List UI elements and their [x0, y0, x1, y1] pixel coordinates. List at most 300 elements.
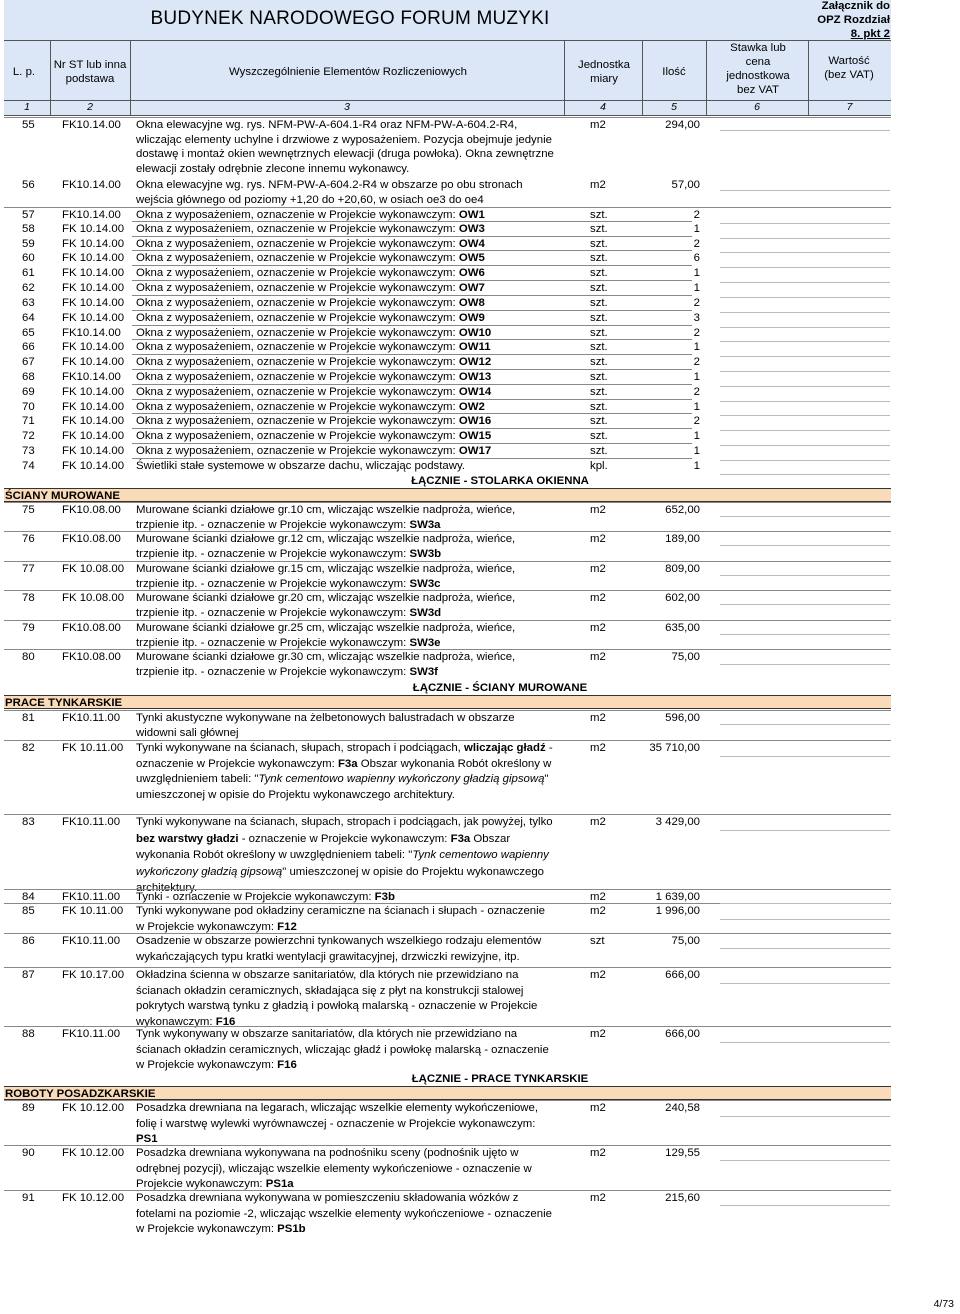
row-unit: szt. — [590, 415, 608, 427]
value-cell-line — [720, 252, 890, 253]
text-run: " — [544, 773, 549, 786]
text-run: Posadzka drewniana wykonywana w pomieszczeniu składowania wózków z — [136, 1192, 519, 1204]
row-lp: 85 — [22, 905, 35, 917]
text-run: Tynki - oznaczenie w Projekcie wykonawczym: — [136, 891, 375, 903]
text-run: OW11 — [458, 341, 491, 353]
row-description-line — [136, 848, 549, 863]
text-run: OW1 — [458, 209, 485, 221]
row-description-line — [136, 162, 409, 177]
text-run: uwzględnieniem tabeli: " — [136, 773, 259, 786]
row-divider — [4, 933, 891, 934]
row-qty: 75,00 — [671, 935, 700, 947]
row-qty: 2 — [693, 297, 700, 309]
row-code: FK10.11.00 — [62, 816, 121, 828]
row-description-line — [136, 1207, 552, 1222]
row-code: FK 10.12.00 — [62, 1147, 125, 1159]
row-divider — [132, 265, 692, 266]
row-lp: 73 — [22, 445, 35, 457]
row-code: FK10.14.00 — [62, 327, 121, 339]
text-run: OW7 — [458, 282, 485, 294]
section-header: ŚCIANY MUROWANE — [4, 488, 891, 502]
row-unit: m2 — [590, 592, 606, 604]
row-description-line — [136, 340, 491, 355]
text-run: Tynk cementowo wapienny — [412, 849, 549, 862]
row-code: FK 10.14.00 — [62, 460, 125, 472]
text-run: Okna z wyposażeniem, oznaczenie w Projekcie wykonawczym: — [136, 386, 459, 398]
row-qty: 129,55 — [665, 1147, 700, 1159]
row-lp: 87 — [22, 969, 35, 981]
col-number-6: 6 — [754, 101, 760, 113]
text-run: PS1b — [277, 1223, 306, 1236]
row-code: FK10.11.00 — [62, 935, 121, 947]
value-cell-line — [720, 401, 890, 402]
row-code: FK 10.14.00 — [62, 386, 125, 398]
row-unit: szt. — [590, 282, 608, 294]
text-run: Okna z wyposażeniem, oznaczenie w Projekcie wykonawczym: — [136, 312, 459, 324]
row-lp: 88 — [22, 1028, 35, 1040]
row-description-line — [136, 133, 552, 148]
row-lp: 83 — [22, 816, 35, 828]
text-run: Murowane ścianki działowe gr.12 cm, wliczając wszelkie nadproża, wieńce, — [136, 533, 516, 545]
row-unit: szt. — [590, 209, 608, 221]
text-run: Obszar — [470, 832, 511, 845]
text-run: F3a — [337, 757, 358, 770]
row-lp: 78 — [22, 592, 35, 604]
row-qty: 2 — [693, 209, 700, 221]
row-unit: m2 — [590, 622, 606, 634]
text-run: OW15 — [458, 430, 492, 442]
row-description-line — [136, 950, 520, 965]
row-code: FK 10.17.00 — [62, 969, 125, 981]
row-unit: m2 — [590, 712, 606, 724]
row-unit: m2 — [590, 179, 606, 191]
row-qty: 57,00 — [671, 179, 700, 191]
value-cell-line — [720, 664, 890, 665]
value-cell-line — [720, 516, 890, 517]
row-qty: 1 — [693, 460, 700, 472]
row-divider — [4, 590, 891, 591]
text-run: bez warstwy gładzi — [136, 832, 239, 845]
row-description-line — [136, 1191, 518, 1206]
row-divider — [132, 310, 692, 311]
text-run: fotelami na poziomie -2, wliczając wszelkie elementy wykończeniowe - oznaczenie — [136, 1207, 552, 1220]
row-code: FK 10.14.00 — [62, 341, 125, 353]
text-run: w Projekcie wykonawczym: — [136, 1223, 278, 1236]
row-divider — [132, 295, 692, 296]
value-cell-line — [720, 415, 890, 416]
text-run: SW3b — [409, 547, 442, 560]
row-code: FK 10.08.00 — [62, 563, 125, 575]
row-divider — [132, 221, 692, 222]
text-run: OW5 — [458, 252, 485, 264]
row-divider — [132, 413, 692, 414]
text-run: w Projekcie wykonawczym: — [136, 1059, 278, 1072]
row-divider — [132, 369, 692, 370]
row-lp: 58 — [22, 223, 35, 235]
row-lp: 79 — [22, 622, 35, 634]
text-run: Okna z wyposażeniem, oznaczenie w Projekcie wykonawczym: — [136, 327, 459, 339]
col-code-header: Nr ST lub inna podstawa — [53, 58, 127, 85]
row-code: FK 10.14.00 — [62, 297, 125, 309]
row-qty: 189,00 — [665, 533, 700, 545]
row-divider — [4, 889, 891, 890]
row-description-line — [136, 118, 517, 133]
col-lp-header: L. p. — [12, 65, 36, 78]
text-run: wykonania Robót określony w uwzględnieniem tabeli: " — [136, 849, 413, 862]
row-description-line — [136, 757, 551, 772]
value-cell-line — [720, 1160, 890, 1161]
row-code: FK 10.11.00 — [62, 905, 124, 917]
row-unit: m2 — [590, 119, 606, 131]
row-description-line — [136, 920, 297, 935]
text-run: Tynki akustyczne wykonywane na żelbetonowych balustradach w obszarze — [136, 712, 515, 724]
row-qty: 666,00 — [665, 969, 700, 981]
row-unit: szt. — [590, 401, 608, 413]
text-run: Okna z wyposażeniem, oznaczenie w Projekcie wykonawczym: — [136, 341, 459, 353]
row-lp: 72 — [22, 430, 35, 442]
document-title: BUDYNEK NARODOWEGO FORUM MUZYKI — [150, 8, 550, 29]
attachment-note: Załącznik do OPZ Rozdział 8. pkt 2 — [817, 0, 890, 40]
row-code: FK 10.12.00 — [62, 1192, 125, 1204]
text-run: F16 — [215, 1015, 236, 1028]
row-code: FK 10.14.00 — [62, 223, 125, 235]
value-cell-line — [720, 130, 890, 131]
row-divider — [4, 502, 891, 503]
row-qty: 1 — [693, 267, 700, 279]
value-cell-line — [720, 238, 890, 239]
text-run: OW10 — [458, 327, 492, 339]
row-unit: szt. — [590, 327, 608, 339]
text-run: Okładzina ścienna w obszarze sanitariatów, dla których nie przewidziano na — [136, 969, 519, 981]
row-divider — [4, 1100, 891, 1101]
row-divider — [4, 649, 891, 650]
col-number-2: 2 — [87, 101, 93, 113]
row-description-line — [136, 355, 491, 370]
value-cell-line — [720, 756, 890, 757]
row-description-line — [136, 178, 523, 193]
row-description-line — [136, 772, 548, 787]
row-lp: 65 — [22, 327, 35, 339]
text-run: trzpienie itp. - oznaczenie w Projekcie wykonawczym: — [136, 636, 410, 649]
text-run: widowni sali głównej — [136, 726, 239, 739]
row-lp: 66 — [22, 341, 35, 353]
row-lp: 64 — [22, 312, 35, 324]
row-unit: m2 — [590, 563, 606, 575]
row-code: FK 10.14.00 — [62, 356, 125, 368]
text-run: SW3a — [409, 518, 441, 531]
row-lp: 90 — [22, 1147, 35, 1159]
text-run: Okna z wyposażeniem, oznaczenie w Projekcie wykonawczym: — [136, 267, 459, 279]
text-run: Okna z wyposażeniem, oznaczenie w Projekcie wykonawczym: — [136, 415, 459, 427]
text-run: oznaczenie w Projekcie wykonawczym: — [136, 757, 338, 770]
text-run: Okna z wyposażeniem, oznaczenie w Projekcie wykonawczym: — [136, 209, 459, 221]
col-number-4: 4 — [600, 101, 606, 113]
value-cell-line — [720, 948, 890, 949]
row-description-line — [136, 459, 465, 474]
col-number-7: 7 — [846, 101, 853, 113]
row-code: FK 10.14.00 — [62, 415, 125, 427]
row-code: FK 10.12.00 — [62, 1102, 125, 1114]
row-unit: szt. — [590, 430, 608, 442]
value-cell-line — [720, 445, 890, 446]
row-code: FK 10.14.00 — [62, 252, 125, 264]
row-lp: 60 — [22, 252, 35, 264]
row-description-line — [136, 815, 553, 830]
row-divider — [132, 236, 692, 237]
row-description-line — [136, 251, 485, 266]
row-divider — [4, 117, 891, 118]
text-run: - oznaczenie w Projekcie wykonawczym: — [238, 832, 451, 845]
row-unit: m2 — [590, 816, 606, 828]
text-run: OW2 — [458, 401, 485, 413]
text-run: folię i warstwę wylewki wyrównawczej - oznaczenie w Projekcie wykonawczym: — [136, 1117, 536, 1130]
text-run: Świetliki stałe systemowe w obszarze dachu, wliczając podstawy. — [136, 460, 465, 472]
row-qty: 1 639,00 — [655, 891, 700, 903]
text-run: OW14 — [458, 386, 492, 398]
value-cell-line — [720, 267, 890, 268]
text-run: Okna elewacyjne wg. rys. NFM-PW-A-604.2-R4 w obszarze po obu stronach — [136, 179, 523, 191]
text-run: Okna z wyposażeniem, oznaczenie w Projekcie wykonawczym: — [136, 401, 459, 413]
row-description-line — [136, 577, 441, 592]
text-run: Okna z wyposażeniem, oznaczenie w Projekcie wykonawczym: — [136, 238, 459, 250]
row-description-line — [136, 147, 554, 162]
row-unit: m2 — [590, 533, 606, 545]
text-run: Okna z wyposażeniem, oznaczenie w Projekcie wykonawczym: — [136, 252, 459, 264]
text-run: OW4 — [458, 238, 485, 250]
row-description-line — [136, 429, 491, 444]
section-header: ROBOTY POSADZKARSKIE — [4, 1086, 891, 1100]
row-qty: 1 — [693, 401, 700, 413]
row-lp: 82 — [22, 742, 35, 754]
row-description-line — [136, 984, 523, 999]
row-code: FK10.11.00 — [62, 712, 121, 724]
value-cell-line — [720, 903, 890, 904]
text-run: Okna elewacyjne wg. rys. NFM-PW-A-604.1-R4 oraz NFM-PW-A-604.2-R4, — [136, 119, 518, 131]
text-run: Tynki wykonywane na ścianach, słupach, stropach i podciągach, jak powyżej, tylko — [136, 816, 553, 828]
value-cell-line — [720, 983, 890, 984]
row-divider — [132, 280, 692, 281]
text-run: odrębnej pozycji), wliczając wszelkie elementy wykończeniowe - oznaczenie w — [136, 1162, 532, 1175]
value-cell-line — [720, 430, 890, 431]
row-lp: 74 — [22, 460, 35, 472]
row-code: FK 10.14.00 — [62, 401, 125, 413]
row-description-line — [136, 1162, 532, 1177]
text-run: Okna z wyposażeniem, oznaczenie w Projekcie wykonawczym: — [136, 223, 459, 235]
value-cell-line — [720, 282, 890, 283]
row-lp: 70 — [22, 401, 35, 413]
row-lp: 61 — [22, 267, 35, 279]
value-cell-line — [720, 1042, 890, 1043]
text-run: wliczając elementy uchylne i drzwiowe z wyposażeniem. Pozycja obejmuje jedynie — [136, 133, 552, 146]
col-number-5: 5 — [671, 101, 677, 113]
value-cell-line — [720, 356, 890, 357]
row-lp: 76 — [22, 533, 35, 545]
value-cell-line — [720, 460, 890, 461]
row-description-line — [136, 1222, 306, 1237]
text-run: umieszczonej w opisie do Projektu wykonawczego architektury. — [136, 788, 455, 801]
text-run: Okna z wyposażeniem, oznaczenie w Projekcie wykonawczym: — [136, 371, 459, 383]
row-description-line — [136, 865, 544, 880]
col-number-3: 3 — [344, 101, 350, 113]
row-unit: szt. — [590, 312, 608, 324]
row-lp: 55 — [22, 119, 35, 131]
row-unit: m2 — [590, 1192, 606, 1204]
text-run: F12 — [277, 920, 297, 933]
row-description-line — [136, 650, 515, 665]
row-lp: 57 — [22, 209, 35, 221]
text-run: Okna z wyposażeniem, oznaczenie w Projekcie wykonawczym: — [136, 356, 459, 368]
value-cell-line — [720, 634, 890, 635]
page-number: 4/73 — [933, 1298, 954, 1310]
row-description-line — [136, 296, 485, 311]
row-lp: 91 — [22, 1192, 35, 1204]
row-description-line — [136, 711, 515, 726]
row-qty: 635,00 — [665, 622, 700, 634]
row-divider — [4, 1145, 891, 1146]
row-divider — [132, 339, 692, 340]
row-qty: 294,00 — [665, 119, 700, 131]
row-description-line — [136, 266, 485, 281]
row-description-line — [136, 999, 537, 1014]
row-code: FK10.08.00 — [62, 651, 121, 663]
row-unit: m2 — [590, 1147, 606, 1159]
row-description-line — [136, 518, 441, 533]
text-run: OW9 — [458, 312, 485, 324]
row-unit: m2 — [590, 969, 606, 981]
value-cell-line — [720, 575, 890, 576]
row-code: FK10.14.00 — [62, 119, 121, 131]
row-code: FK 10.11.00 — [62, 742, 124, 754]
row-lp: 62 — [22, 282, 35, 294]
section-header: PRACE TYNKARSKIE — [4, 695, 891, 709]
row-qty: 2 — [693, 327, 700, 339]
row-description-line — [136, 385, 491, 400]
row-qty: 3 — [693, 312, 700, 324]
value-cell-line — [720, 341, 890, 342]
text-run: Tynki wykonywane pod okładziny ceramiczne na ścianach i słupach - oznaczenie — [136, 905, 546, 917]
row-qty: 1 996,00 — [655, 905, 700, 917]
row-divider — [132, 250, 692, 251]
text-run: trzpienie itp. - oznaczenie w Projekcie wykonawczym: — [136, 547, 410, 560]
row-code: FK10.11.00 — [62, 891, 121, 903]
text-run: Murowane ścianki działowe gr.10 cm, wliczając wszelkie nadproża, wieńce, — [136, 504, 516, 516]
text-run: Okna z wyposażeniem, oznaczenie w Projekcie wykonawczym: — [136, 430, 459, 442]
text-run: ścianach okładzin ceramicznych, składająca się z płyt na konstrukcji stalowej — [136, 984, 524, 997]
row-code: FK10.08.00 — [62, 533, 121, 545]
row-description-line — [136, 503, 515, 518]
value-cell-line — [720, 297, 890, 298]
text-run: trzpienie itp. - oznaczenie w Projekcie wykonawczym: — [136, 665, 410, 678]
text-run: Okna z wyposażeniem, oznaczenie w Projekcie wykonawczym: — [136, 282, 459, 294]
row-unit: szt. — [590, 252, 608, 264]
row-unit: m2 — [590, 504, 606, 516]
row-description-line — [136, 562, 515, 577]
text-run: w Projekcie wykonawczym: — [136, 920, 278, 933]
row-code: FK10.08.00 — [62, 622, 121, 634]
row-description-line — [136, 193, 484, 208]
text-run: SW3c — [409, 577, 441, 590]
col-value-header: Wartość (bez VAT) — [824, 54, 874, 81]
col-desc-header: Wyszczególnienie Elementów Rozliczeniowych — [229, 65, 467, 78]
text-run: Okna z wyposażeniem, oznaczenie w Projekcie wykonawczym: — [136, 297, 459, 309]
row-lp: 86 — [22, 935, 35, 947]
value-cell-line — [720, 327, 890, 328]
row-description-line — [136, 968, 518, 983]
row-lp: 63 — [22, 297, 35, 309]
text-run: Tynk cementowo wapienny wykończony gładzią gipsową — [258, 773, 545, 786]
row-description-line — [136, 665, 438, 680]
text-run: OW17 — [458, 445, 492, 457]
subtotal-label: ŁĄCZNIE - STOLARKA OKIENNA — [411, 475, 589, 487]
row-description-line — [136, 444, 491, 459]
row-description-line — [136, 606, 441, 621]
value-cell-line — [720, 190, 890, 191]
row-divider — [132, 384, 692, 385]
row-unit: szt — [590, 935, 605, 947]
row-lp: 71 — [22, 415, 35, 427]
text-run: Murowane ścianki działowe gr.30 cm, wliczając wszelkie nadproża, wieńce, — [136, 651, 516, 663]
row-unit: m2 — [590, 1102, 606, 1114]
row-divider — [132, 428, 692, 429]
row-unit: szt. — [590, 356, 608, 368]
text-run: OW13 — [458, 371, 492, 383]
row-divider — [4, 814, 891, 815]
row-unit: szt. — [590, 386, 608, 398]
text-run: Posadzka drewniana na legarach, wliczając wszelkie elementy wykończeniowe, — [136, 1102, 539, 1114]
row-unit: szt. — [590, 445, 608, 457]
row-description-line — [136, 934, 541, 949]
row-lp: 56 — [22, 179, 35, 191]
subtotal-label: ŁĄCZNIE - PRACE TYNKARSKIE — [411, 1073, 589, 1085]
col-number-1: 1 — [24, 101, 30, 113]
row-lp: 68 — [22, 371, 35, 383]
text-run: Tynk wykonywany w obszarze sanitariatów, dla których nie przewidziano na — [136, 1028, 518, 1040]
row-qty: 215,60 — [665, 1192, 700, 1204]
row-lp: 80 — [22, 651, 35, 663]
row-qty: 1 — [693, 282, 700, 294]
row-description-line — [136, 741, 553, 756]
row-unit: m2 — [590, 1028, 606, 1040]
row-description-line — [136, 591, 515, 606]
row-description-line — [136, 1027, 517, 1042]
col-unit-header: Jednostka miary — [578, 58, 630, 85]
col-price-header: Stawka lub cena jednostkowa bez VAT — [726, 41, 790, 97]
row-code: FK10.11.00 — [62, 1028, 121, 1040]
text-run: Obszar wykonania Robót określony w — [357, 757, 552, 770]
row-unit: szt. — [590, 238, 608, 250]
text-run: wykonawczym: — [136, 1015, 216, 1028]
row-divider — [4, 531, 891, 532]
value-cell-line — [720, 545, 890, 546]
value-cell-line — [720, 604, 890, 605]
text-run: OW8 — [458, 297, 485, 309]
row-code: FK 10.14.00 — [62, 267, 125, 279]
row-lp: 67 — [22, 356, 35, 368]
text-run: Posadzka drewniana wykonywana na podnośniku sceny (podnośnik ujęto w — [136, 1147, 519, 1159]
text-run: SW3e — [409, 636, 441, 649]
text-run: architektury. — [136, 882, 198, 895]
text-run: F3b — [374, 891, 395, 903]
row-qty: 2 — [693, 356, 700, 368]
text-run: trzpienie itp. - oznaczenie w Projekcie wykonawczym: — [136, 518, 410, 531]
text-run: SW3d — [409, 606, 442, 619]
text-run: ścianach okładzin ceramicznych, wliczając gładź i powłokę malarską - oznaczenie — [136, 1043, 549, 1056]
row-lp: 75 — [22, 504, 35, 516]
text-run: PS1a — [265, 1178, 294, 1191]
row-qty: 666,00 — [665, 1028, 700, 1040]
row-description-line — [136, 1146, 518, 1161]
row-divider — [132, 458, 692, 459]
